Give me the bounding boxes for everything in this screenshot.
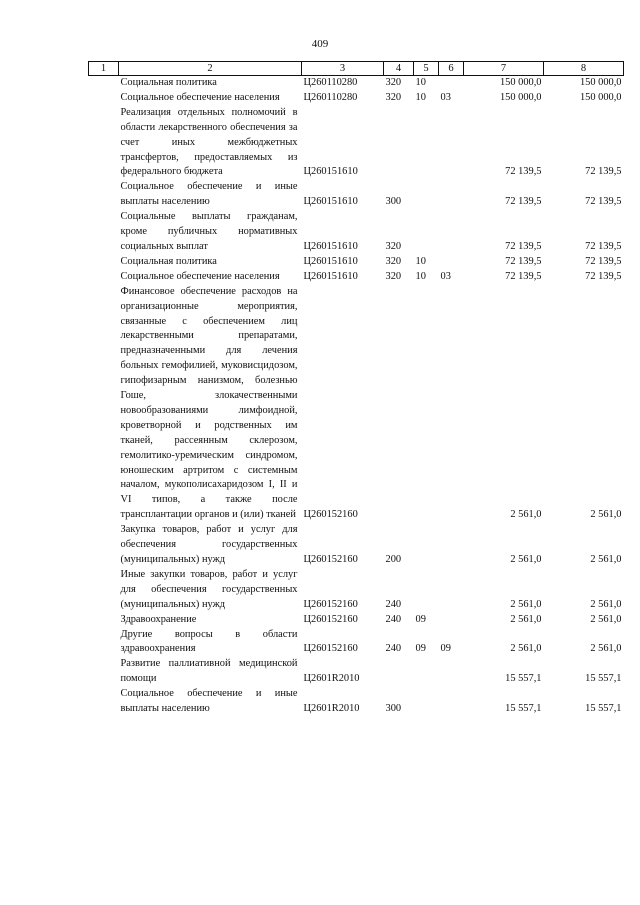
column-number-row xyxy=(89,62,624,76)
subsection-code xyxy=(439,285,464,524)
section-code xyxy=(414,210,439,255)
target-article-code: Ц260110280 xyxy=(303,91,358,103)
amount-year-2: 72 139,5 xyxy=(585,255,622,267)
subsection-code xyxy=(439,180,464,210)
amount-year-2: 150 000,0 xyxy=(579,77,622,88)
column-header: 5 xyxy=(414,62,439,76)
row-number-cell xyxy=(89,91,119,106)
table-row xyxy=(89,687,624,717)
item-name: Закупка товаров, работ и услуг для обеспечения государственных (муниципальных) нужд xyxy=(120,524,298,565)
item-name: Развитие паллиативной медицинской помощи xyxy=(120,658,298,685)
section-code: 09 xyxy=(415,613,426,625)
table-row xyxy=(89,255,624,270)
row-number-cell xyxy=(89,687,119,717)
expense-type-code: 200 xyxy=(385,554,402,565)
item-name: Социальная политика xyxy=(120,77,217,88)
page-number: 409 xyxy=(311,38,329,50)
amount-year-1: 2 561,0 xyxy=(510,598,542,610)
section-code xyxy=(414,523,439,568)
amount-year-2: 2 561,0 xyxy=(590,613,622,625)
table-row xyxy=(89,568,624,613)
row-number-cell xyxy=(89,255,119,270)
row-number-cell xyxy=(89,613,119,628)
item-name: Социальное обеспечение населения xyxy=(120,91,280,103)
amount-year-1: 72 139,5 xyxy=(505,270,542,282)
amount-year-2: 15 557,1 xyxy=(585,703,622,715)
expense-type-code: 320 xyxy=(385,240,402,252)
amount-year-1: 2 561,0 xyxy=(510,613,542,625)
amount-year-1: 72 139,5 xyxy=(505,240,542,252)
subsection-code: 09 xyxy=(440,643,451,655)
item-name: Социальная политика xyxy=(120,255,217,267)
expense-type-code xyxy=(384,657,414,687)
item-name: Реализация отдельных полномочий в области лекарственного обеспечения за счет иных межбюджетных трансфертов, предоставляемых из федерального бюджета xyxy=(120,106,298,178)
item-name: Социальное обеспечение и иные выплаты населению xyxy=(120,688,298,715)
amount-year-1: 15 557,1 xyxy=(505,673,542,685)
target-article-code: Ц260152160 xyxy=(303,509,358,521)
row-number-cell xyxy=(89,568,119,613)
subsection-code: 03 xyxy=(440,270,451,282)
expense-type-code: 300 xyxy=(385,703,402,715)
row-number-cell xyxy=(89,106,119,181)
item-name: Социальное обеспечение и иные выплаты населению xyxy=(120,181,298,208)
section-code: 10 xyxy=(415,77,426,88)
item-name: Здравоохранение xyxy=(120,613,197,625)
row-number-cell xyxy=(89,76,119,91)
expense-type-code: 240 xyxy=(385,613,402,625)
subsection-code xyxy=(439,613,464,628)
table-row xyxy=(89,106,624,181)
row-number-cell xyxy=(89,210,119,255)
amount-year-2: 72 139,5 xyxy=(585,166,622,178)
amount-year-2: 2 561,0 xyxy=(590,509,622,521)
target-article-code: Ц2601R2010 xyxy=(303,673,360,685)
target-article-code: Ц2601R2010 xyxy=(303,703,360,715)
item-name: Социальное обеспечение населения xyxy=(120,270,280,282)
amount-year-2: 2 561,0 xyxy=(590,598,622,610)
section-code: 09 xyxy=(415,643,426,655)
expense-type-code: 320 xyxy=(385,77,402,88)
subsection-code: 03 xyxy=(440,91,451,103)
expense-type-code: 240 xyxy=(385,643,402,655)
subsection-code xyxy=(439,106,464,181)
table-row xyxy=(89,657,624,687)
subsection-code xyxy=(439,210,464,255)
amount-year-1: 2 561,0 xyxy=(510,643,542,655)
column-header: 4 xyxy=(384,62,414,76)
subsection-code xyxy=(439,657,464,687)
row-number-cell xyxy=(89,285,119,524)
section-code xyxy=(414,106,439,181)
row-number-cell xyxy=(89,523,119,568)
section-code xyxy=(414,687,439,717)
amount-year-1: 150 000,0 xyxy=(499,91,542,103)
amount-year-1: 2 561,0 xyxy=(510,554,542,565)
target-article-code: Ц260151610 xyxy=(303,166,358,178)
table-row xyxy=(89,76,624,91)
amount-year-2: 72 139,5 xyxy=(585,240,622,252)
amount-year-1: 72 139,5 xyxy=(505,166,542,178)
amount-year-1: 72 139,5 xyxy=(505,196,542,208)
table-row xyxy=(89,210,624,255)
row-number-cell xyxy=(89,628,119,658)
item-name: Финансовое обеспечение расходов на организационные мероприятия, связанные с обеспечением лиц лекарственными препаратами, предназначенными для лечения больных гемофилией, муковисцидозом, гипофизарным нанизмом, болезнью Гоше, злокачественными новообразованиями лимфоидной, кроветворной и родственных им тканей, рассеянным склерозом, гемолитико-уремическим синдромом, юношеским артритом с системным началом, мукополисахаридозом I, II и VI типов, а также после трансплантации органов и (или) тканей xyxy=(120,285,298,521)
section-code: 10 xyxy=(415,255,426,267)
target-article-code: Ц260151610 xyxy=(303,255,358,267)
target-article-code: Ц260152160 xyxy=(303,598,358,610)
expense-type-code: 300 xyxy=(385,196,402,208)
table-row xyxy=(89,285,624,524)
amount-year-1: 15 557,1 xyxy=(505,703,542,715)
target-article-code: Ц260152160 xyxy=(303,613,358,625)
section-code xyxy=(414,568,439,613)
column-header: 1 xyxy=(89,62,119,76)
section-code xyxy=(414,180,439,210)
amount-year-2: 72 139,5 xyxy=(585,270,622,282)
table-row xyxy=(89,180,624,210)
row-number-cell xyxy=(89,657,119,687)
subsection-code xyxy=(439,568,464,613)
amount-year-2: 15 557,1 xyxy=(585,673,622,685)
item-name: Другие вопросы в области здравоохранения xyxy=(120,628,298,655)
target-article-code: Ц260110280 xyxy=(303,77,358,88)
budget-table xyxy=(88,61,624,717)
amount-year-2: 150 000,0 xyxy=(579,91,622,103)
column-header: 6 xyxy=(439,62,464,76)
table-row xyxy=(89,523,624,568)
amount-year-2: 2 561,0 xyxy=(590,554,622,565)
amount-year-2: 2 561,0 xyxy=(590,643,622,655)
expense-type-code: 320 xyxy=(385,270,402,282)
target-article-code: Ц260152160 xyxy=(303,643,358,655)
target-article-code: Ц260151610 xyxy=(303,240,358,252)
section-code xyxy=(414,657,439,687)
expense-type-code: 320 xyxy=(385,255,402,267)
row-number-cell xyxy=(89,270,119,285)
row-number-cell xyxy=(89,180,119,210)
expense-type-code: 320 xyxy=(385,91,402,103)
column-header: 3 xyxy=(302,62,384,76)
column-header: 7 xyxy=(464,62,544,76)
section-code xyxy=(414,285,439,524)
target-article-code: Ц260151610 xyxy=(303,196,358,208)
table-row xyxy=(89,270,624,285)
amount-year-1: 72 139,5 xyxy=(505,255,542,267)
subsection-code xyxy=(439,255,464,270)
target-article-code: Ц260152160 xyxy=(303,554,358,565)
amount-year-1: 150 000,0 xyxy=(499,77,542,88)
subsection-code xyxy=(439,687,464,717)
expense-type-code: 240 xyxy=(385,598,402,610)
amount-year-1: 2 561,0 xyxy=(510,509,542,521)
table-row xyxy=(89,91,624,106)
expense-type-code xyxy=(384,285,414,524)
subsection-code xyxy=(439,76,464,91)
expense-type-code xyxy=(384,106,414,181)
table-row xyxy=(89,628,624,658)
subsection-code xyxy=(439,523,464,568)
table-row xyxy=(89,613,624,628)
amount-year-2: 72 139,5 xyxy=(585,196,622,208)
section-code: 10 xyxy=(415,91,426,103)
item-name: Иные закупки товаров, работ и услуг для обеспечения государственных (муниципальных) нужд xyxy=(120,568,298,610)
column-header: 2 xyxy=(119,62,302,76)
column-header: 8 xyxy=(544,62,624,76)
target-article-code: Ц260151610 xyxy=(303,270,358,282)
section-code: 10 xyxy=(415,270,426,282)
item-name: Социальные выплаты гражданам, кроме публичных нормативных социальных выплат xyxy=(120,211,298,252)
